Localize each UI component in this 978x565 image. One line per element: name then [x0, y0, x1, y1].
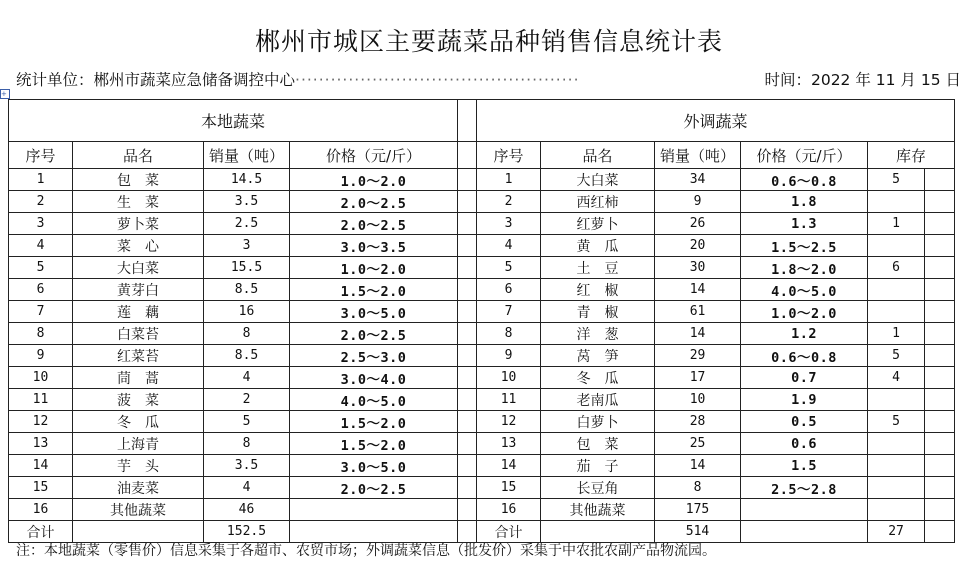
import-seq-cell: 11	[477, 389, 541, 411]
local-seq-cell: 8	[9, 323, 73, 345]
table-row	[9, 389, 955, 411]
local-price-cell: 1.0～2.0	[290, 169, 458, 191]
import-name-cell: 黄 瓜	[541, 235, 655, 257]
row-end-cell	[925, 411, 955, 433]
local-price-cell: 2.0～2.5	[290, 191, 458, 213]
import-seq-cell: 9	[477, 345, 541, 367]
import-seq-cell: 12	[477, 411, 541, 433]
row-end-cell	[925, 455, 955, 477]
import-sales-cell: 61	[655, 301, 741, 323]
import-total-price-blank	[741, 521, 868, 543]
import-seq-cell: 15	[477, 477, 541, 499]
local-price-cell: 1.5～2.0	[290, 279, 458, 301]
import-sales-cell: 14	[655, 323, 741, 345]
local-seq-header: 序号	[9, 142, 73, 169]
import-stock-cell: 6	[868, 257, 925, 279]
import-sales-cell: 26	[655, 213, 741, 235]
local-sales-cell: 3.5	[204, 191, 290, 213]
local-name-cell: 生 菜	[73, 191, 204, 213]
import-stock-cell	[868, 477, 925, 499]
table-gap	[458, 279, 477, 301]
import-stock-cell	[868, 279, 925, 301]
local-seq-cell: 15	[9, 477, 73, 499]
import-sales-cell: 30	[655, 257, 741, 279]
local-name-cell: 冬 瓜	[73, 411, 204, 433]
local-seq-cell: 16	[9, 499, 73, 521]
import-price-cell: 1.2	[741, 323, 868, 345]
table-row	[9, 367, 955, 389]
local-name-cell: 菜 心	[73, 235, 204, 257]
import-seq-cell: 14	[477, 455, 541, 477]
local-seq-cell: 2	[9, 191, 73, 213]
row-end-cell	[925, 279, 955, 301]
local-name-cell: 大白菜	[73, 257, 204, 279]
row-end-cell	[925, 521, 955, 543]
import-seq-cell: 7	[477, 301, 541, 323]
row-end-cell	[925, 477, 955, 499]
sales-table	[8, 99, 955, 543]
import-stock-cell	[868, 235, 925, 257]
local-sales-cell: 5	[204, 411, 290, 433]
local-total-label: 合计	[9, 521, 73, 543]
import-price-cell: 1.5	[741, 455, 868, 477]
local-name-cell: 其他蔬菜	[73, 499, 204, 521]
import-name-cell: 老南瓜	[541, 389, 655, 411]
import-seq-cell: 13	[477, 433, 541, 455]
table-row	[9, 499, 955, 521]
import-price-cell: 1.0～2.0	[741, 301, 868, 323]
table-gap	[458, 389, 477, 411]
import-price-cell	[741, 499, 868, 521]
statistics-unit	[16, 68, 764, 90]
local-price-cell: 1.5～2.0	[290, 411, 458, 433]
import-stock-cell: 1	[868, 323, 925, 345]
import-stock-cell	[868, 301, 925, 323]
local-price-cell: 1.0～2.0	[290, 257, 458, 279]
import-price-cell: 0.6～0.8	[741, 169, 868, 191]
row-end-cell	[925, 169, 955, 191]
local-sales-cell: 8	[204, 433, 290, 455]
local-sales-cell: 8	[204, 323, 290, 345]
import-stock-header: 库存	[868, 142, 955, 169]
import-price-cell: 1.9	[741, 389, 868, 411]
table-gap	[458, 301, 477, 323]
table-gap	[458, 367, 477, 389]
table-row	[9, 213, 955, 235]
local-sales-cell: 3.5	[204, 455, 290, 477]
table-gap	[458, 100, 477, 142]
import-seq-cell: 2	[477, 191, 541, 213]
import-sales-cell: 17	[655, 367, 741, 389]
local-seq-cell: 7	[9, 301, 73, 323]
import-seq-cell: 4	[477, 235, 541, 257]
import-name-cell: 包 菜	[541, 433, 655, 455]
local-price-cell	[290, 499, 458, 521]
import-stock-cell: 4	[868, 367, 925, 389]
local-sales-cell: 2	[204, 389, 290, 411]
local-sales-cell: 16	[204, 301, 290, 323]
import-total-label: 合计	[477, 521, 541, 543]
import-seq-cell: 1	[477, 169, 541, 191]
table-row	[9, 257, 955, 279]
import-price-cell: 4.0～5.0	[741, 279, 868, 301]
table-gap	[458, 455, 477, 477]
import-price-header: 价格（元/斤）	[741, 142, 868, 169]
import-name-cell: 其他蔬菜	[541, 499, 655, 521]
report-date: 时间：2022 年 11 月 15 日	[764, 71, 961, 89]
table-gap	[458, 477, 477, 499]
import-name-cell: 土 豆	[541, 257, 655, 279]
import-name-cell: 冬 瓜	[541, 367, 655, 389]
import-sales-cell: 25	[655, 433, 741, 455]
local-price-cell: 3.0～5.0	[290, 455, 458, 477]
import-name-cell: 莴 笋	[541, 345, 655, 367]
table-gap	[458, 257, 477, 279]
row-end-cell	[925, 235, 955, 257]
import-price-cell: 1.8～2.0	[741, 257, 868, 279]
local-name-cell: 莲 藕	[73, 301, 204, 323]
local-sales-cell: 2.5	[204, 213, 290, 235]
import-seq-cell: 10	[477, 367, 541, 389]
row-end-cell	[925, 301, 955, 323]
local-name-cell: 红菜苔	[73, 345, 204, 367]
import-stock-cell: 5	[868, 411, 925, 433]
local-seq-cell: 9	[9, 345, 73, 367]
local-name-cell: 油麦菜	[73, 477, 204, 499]
import-seq-cell: 3	[477, 213, 541, 235]
table-gap	[458, 169, 477, 191]
local-seq-cell: 5	[9, 257, 73, 279]
local-seq-cell: 10	[9, 367, 73, 389]
row-end-cell	[925, 345, 955, 367]
import-name-cell: 洋 葱	[541, 323, 655, 345]
table-row	[9, 279, 955, 301]
local-sales-cell: 8.5	[204, 345, 290, 367]
sales-table-wrapper	[8, 99, 955, 543]
import-sales-cell: 8	[655, 477, 741, 499]
import-name-cell: 茄 子	[541, 455, 655, 477]
leader-dots: ················································	[295, 71, 580, 89]
local-seq-cell: 4	[9, 235, 73, 257]
import-price-cell: 0.6	[741, 433, 868, 455]
local-seq-cell: 13	[9, 433, 73, 455]
local-seq-cell: 11	[9, 389, 73, 411]
local-name-cell: 茼 蒿	[73, 367, 204, 389]
import-sales-cell: 10	[655, 389, 741, 411]
local-seq-cell: 1	[9, 169, 73, 191]
local-sales-cell: 4	[204, 367, 290, 389]
table-row	[9, 345, 955, 367]
local-price-cell: 2.0～2.5	[290, 323, 458, 345]
import-name-cell: 红 椒	[541, 279, 655, 301]
import-sales-cell: 175	[655, 499, 741, 521]
import-price-cell: 1.3	[741, 213, 868, 235]
local-total-sales: 152.5	[204, 521, 290, 543]
row-end-cell	[925, 323, 955, 345]
import-stock-cell: 5	[868, 345, 925, 367]
import-price-cell: 2.5～2.8	[741, 477, 868, 499]
import-sales-cell: 14	[655, 279, 741, 301]
column-header-row	[9, 142, 955, 169]
import-stock-cell	[868, 455, 925, 477]
import-seq-cell: 8	[477, 323, 541, 345]
local-price-cell: 2.0～2.5	[290, 477, 458, 499]
import-sales-cell: 34	[655, 169, 741, 191]
local-price-cell: 3.0～5.0	[290, 301, 458, 323]
import-name-cell: 大白菜	[541, 169, 655, 191]
import-stock-cell	[868, 499, 925, 521]
import-sales-cell: 9	[655, 191, 741, 213]
local-name-cell: 菠 菜	[73, 389, 204, 411]
statistics-unit-text: 统计单位：郴州市蔬菜应急储备调控中心	[16, 71, 296, 89]
page-title: 郴州市城区主要蔬菜品种销售信息统计表	[254, 27, 723, 56]
import-stock-cell	[868, 433, 925, 455]
local-sales-header: 销量（吨）	[204, 142, 290, 169]
local-price-cell: 4.0～5.0	[290, 389, 458, 411]
local-sales-cell: 14.5	[204, 169, 290, 191]
import-name-cell: 长豆角	[541, 477, 655, 499]
local-sales-cell: 8.5	[204, 279, 290, 301]
table-row	[9, 169, 955, 191]
table-gap	[458, 411, 477, 433]
local-price-cell: 1.5～2.0	[290, 433, 458, 455]
import-price-cell: 1.8	[741, 191, 868, 213]
import-sales-cell: 20	[655, 235, 741, 257]
local-name-cell: 上海青	[73, 433, 204, 455]
table-gap	[458, 323, 477, 345]
import-stock-cell: 1	[868, 213, 925, 235]
local-seq-cell: 12	[9, 411, 73, 433]
table-gap	[458, 142, 477, 169]
local-sales-cell: 3	[204, 235, 290, 257]
subtitle-row	[16, 66, 961, 92]
import-sales-cell: 28	[655, 411, 741, 433]
table-row	[9, 323, 955, 345]
import-seq-cell: 6	[477, 279, 541, 301]
table-row	[9, 477, 955, 499]
row-end-cell	[925, 367, 955, 389]
row-end-cell	[925, 389, 955, 411]
import-stock-cell	[868, 389, 925, 411]
import-seq-header: 序号	[477, 142, 541, 169]
local-sales-cell: 46	[204, 499, 290, 521]
import-price-cell: 0.5	[741, 411, 868, 433]
import-seq-cell: 16	[477, 499, 541, 521]
row-end-cell	[925, 213, 955, 235]
table-gap	[458, 345, 477, 367]
local-name-header: 品名	[73, 142, 204, 169]
local-price-cell: 3.0～3.5	[290, 235, 458, 257]
import-total-stock: 27	[868, 521, 925, 543]
table-gap	[458, 433, 477, 455]
local-name-cell: 萝卜菜	[73, 213, 204, 235]
table-anchor-icon: +	[0, 89, 10, 99]
section-header-row	[9, 100, 955, 142]
import-price-cell: 0.6～0.8	[741, 345, 868, 367]
table-gap	[458, 235, 477, 257]
import-name-header: 品名	[541, 142, 655, 169]
table-row	[9, 191, 955, 213]
local-name-cell: 芋 头	[73, 455, 204, 477]
import-sales-cell: 29	[655, 345, 741, 367]
local-price-cell: 3.0～4.0	[290, 367, 458, 389]
row-end-cell	[925, 191, 955, 213]
import-sales-cell: 14	[655, 455, 741, 477]
local-name-cell: 黄芽白	[73, 279, 204, 301]
table-row	[9, 433, 955, 455]
local-price-cell: 2.5～3.0	[290, 345, 458, 367]
row-end-cell	[925, 499, 955, 521]
import-seq-cell: 5	[477, 257, 541, 279]
table-row	[9, 411, 955, 433]
table-gap	[458, 499, 477, 521]
import-price-cell: 1.5～2.5	[741, 235, 868, 257]
table-row	[9, 455, 955, 477]
table-row	[9, 301, 955, 323]
import-name-cell: 西红柿	[541, 191, 655, 213]
import-sales-header: 销量（吨）	[655, 142, 741, 169]
local-name-cell: 白菜苔	[73, 323, 204, 345]
import-stock-cell	[868, 191, 925, 213]
import-name-cell: 白萝卜	[541, 411, 655, 433]
local-seq-cell: 3	[9, 213, 73, 235]
local-price-header: 价格（元/斤）	[290, 142, 458, 169]
row-end-cell	[925, 433, 955, 455]
import-stock-cell: 5	[868, 169, 925, 191]
import-section-header: 外调蔬菜	[477, 100, 955, 142]
local-name-cell: 包 菜	[73, 169, 204, 191]
local-section-header: 本地蔬菜	[9, 100, 458, 142]
table-row	[9, 235, 955, 257]
row-end-cell	[925, 257, 955, 279]
local-seq-cell: 14	[9, 455, 73, 477]
table-gap	[458, 191, 477, 213]
footnote: 注：本地蔬菜（零售价）信息采集于各超市、农贸市场；外调蔬菜信息（批发价）采集于中农批农副产品物流园。	[16, 543, 716, 559]
local-sales-cell: 4	[204, 477, 290, 499]
import-total-sales: 514	[655, 521, 741, 543]
local-price-cell: 2.0～2.5	[290, 213, 458, 235]
table-gap	[458, 213, 477, 235]
local-sales-cell: 15.5	[204, 257, 290, 279]
import-name-cell: 红萝卜	[541, 213, 655, 235]
import-name-cell: 青 椒	[541, 301, 655, 323]
import-price-cell: 0.7	[741, 367, 868, 389]
local-seq-cell: 6	[9, 279, 73, 301]
